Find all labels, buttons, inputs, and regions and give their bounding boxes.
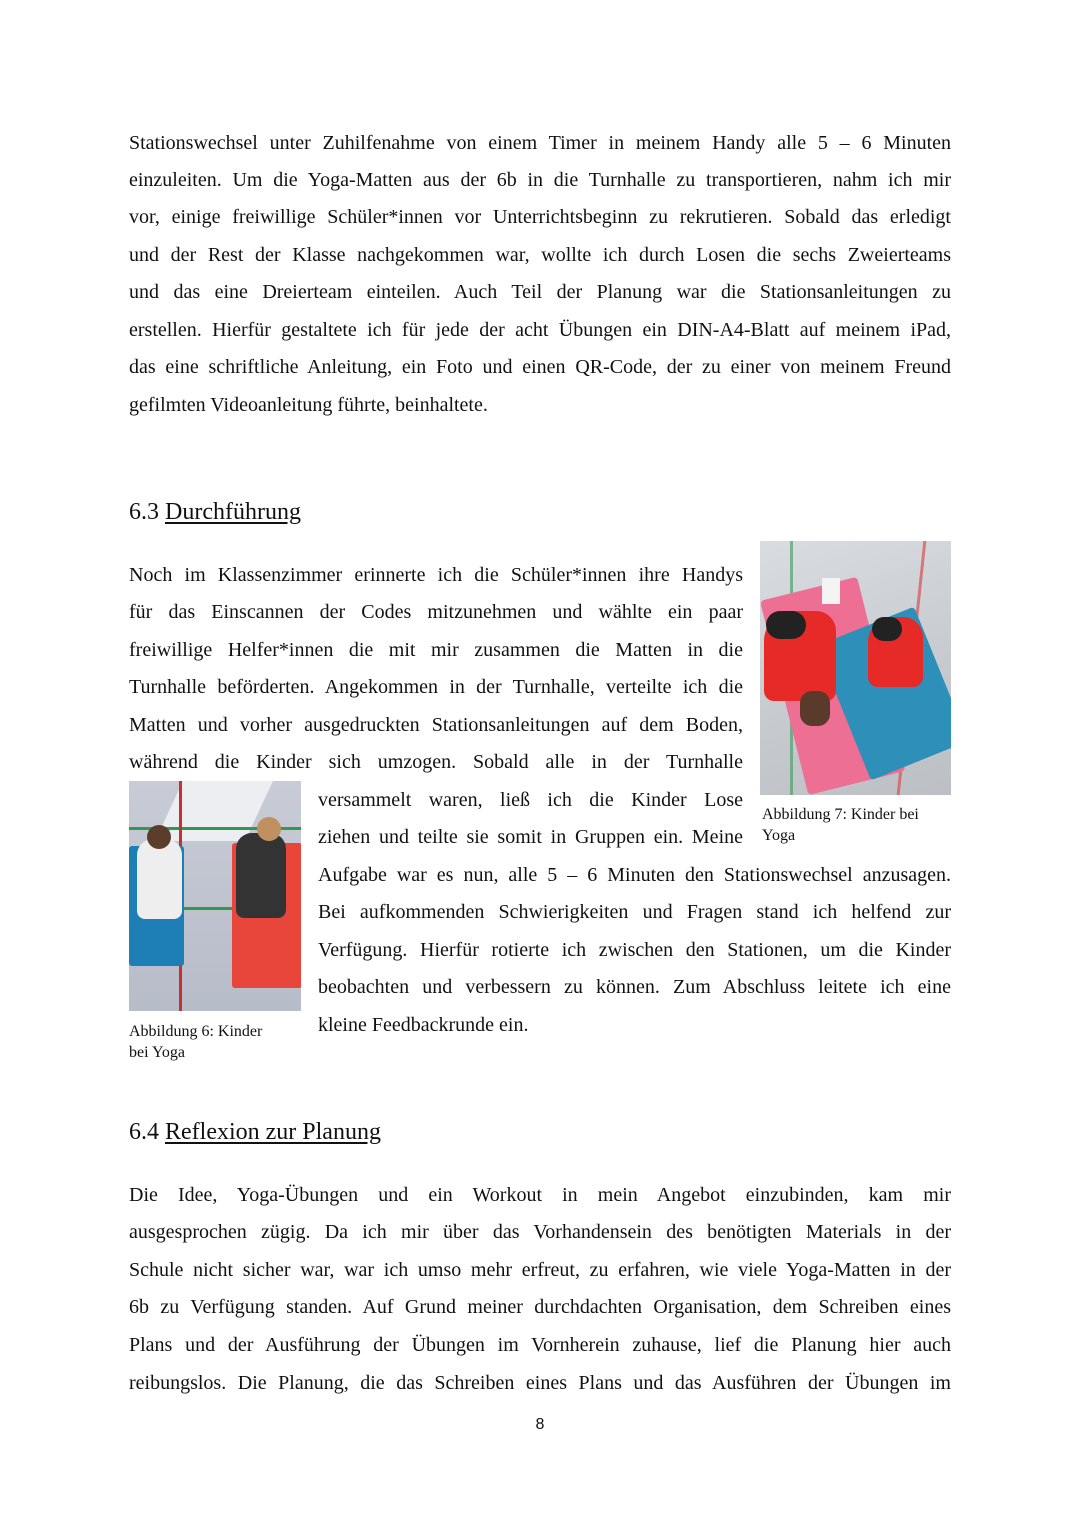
text-line: ausgesprochen zügig. Da ich mir über das Vorhandensein des benötigten Materials in der: [129, 1221, 951, 1243]
page-number: 8: [535, 1416, 545, 1433]
text-line: Aufgabe war es nun, alle 5 – 6 Minuten den Stationswechsel anzusagen.: [318, 864, 951, 886]
text-line: während die Kinder sich umzogen. Sobald alle in der Turnhalle: [129, 751, 743, 773]
caption-line: bei Yoga: [129, 1044, 186, 1061]
section-heading-6-4: [129, 1117, 381, 1147]
text-line: das eine schriftliche Anleitung, ein Foto und einen QR-Code, der zu einer von meinem Freund: [129, 356, 951, 378]
text-line: einzuleiten. Um die Yoga-Matten aus der 6b in die Turnhalle zu transportieren, nahm ich mir: [129, 169, 951, 191]
text-line: Matten und vorher ausgedruckten Stationsanleitungen auf dem Boden,: [129, 714, 743, 736]
text-line: Turnhalle beförderten. Angekommen in der Turnhalle, verteilte ich die: [129, 676, 743, 698]
section-number: 6.3: [129, 499, 159, 525]
text-line: und das eine Dreierteam einteilen. Auch Teil der Planung war die Stationsanleitungen zu: [129, 281, 951, 303]
text-line: 6b zu Verfügung standen. Auf Grund meiner durchdachten Organisation, dem Schreiben eines: [129, 1296, 951, 1318]
text-line: und der Rest der Klasse nachgekommen war, wollte ich durch Losen die sechs Zweierteams: [129, 244, 951, 266]
text-line: ziehen und teilte sie somit in Gruppen ein. Meine: [318, 826, 743, 848]
section-title: Reflexion zur Planung: [165, 1119, 381, 1145]
section-number: 6.4: [129, 1119, 159, 1145]
text-line: Plans und der Ausführung der Übungen im Vornherein zuhause, lief die Planung hier auch: [129, 1334, 951, 1356]
text-line: kleine Feedbackrunde ein.: [318, 1014, 529, 1036]
caption-line: Yoga: [762, 827, 796, 844]
text-line: Die Idee, Yoga-Übungen und ein Workout in mein Angebot einzubinden, kam mir: [129, 1184, 951, 1206]
figure-7-photo: [760, 541, 951, 795]
caption-line: Abbildung 7: Kinder bei: [762, 806, 919, 823]
text-line: Stationswechsel unter Zuhilfenahme von einem Timer in meinem Handy alle 5 – 6 Minuten: [129, 132, 951, 154]
text-line: Noch im Klassenzimmer erinnerte ich die Schüler*innen ihre Handys: [129, 564, 743, 586]
figure-6-photo: [129, 781, 301, 1011]
figure-7-caption: [762, 804, 919, 846]
text-line: reibungslos. Die Planung, die das Schreiben eines Plans und das Ausführen der Übungen im: [129, 1372, 951, 1394]
text-line: Verfügung. Hierfür rotierte ich zwischen den Stationen, um die Kinder: [318, 939, 951, 961]
text-line: gefilmten Videoanleitung führte, beinhaltete.: [129, 394, 488, 416]
text-line: beobachten und verbessern zu können. Zum Abschluss leitete ich eine: [318, 976, 951, 998]
text-line: vor, einige freiwillige Schüler*innen vor Unterrichtsbeginn zu rekrutieren. Sobald das erledigt: [129, 206, 951, 228]
text-line: freiwillige Helfer*innen die mit mir zusammen die Matten in die: [129, 639, 743, 661]
caption-line: Abbildung 6: Kinder: [129, 1023, 263, 1040]
text-line: für das Einscannen der Codes mitzunehmen und wählte ein paar: [129, 601, 743, 623]
text-line: Bei aufkommenden Schwierigkeiten und Fragen stand ich helfend zur: [318, 901, 951, 923]
text-line: erstellen. Hierfür gestaltete ich für jede der acht Übungen ein DIN-A4-Blatt auf meinem iPad,: [129, 319, 951, 341]
text-line: versammelt waren, ließ ich die Kinder Lose: [318, 789, 743, 811]
section-title: Durchführung: [165, 499, 301, 525]
figure-6-caption: [129, 1021, 262, 1063]
text-line: Schule nicht sicher war, war ich umso mehr erfreut, zu erfahren, wie viele Yoga-Matten in der: [129, 1259, 951, 1281]
section-heading-6-3: [129, 497, 301, 527]
